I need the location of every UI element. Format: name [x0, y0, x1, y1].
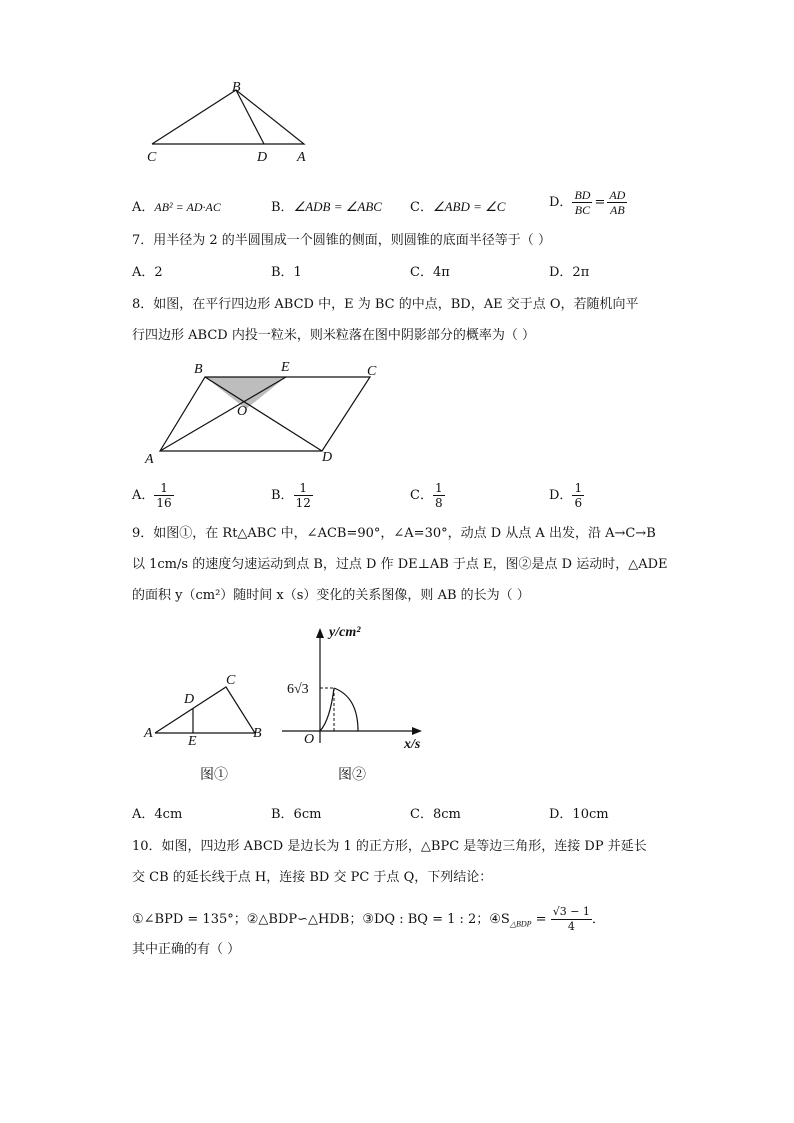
q10-conclusion-4-num: √3 − 1	[552, 905, 590, 918]
q6-option-d-num2: AD	[609, 188, 626, 202]
q10-stem-line1: 10．如图，四边形 ABCD 是边长为 1 的正方形，△BPC 是等边三角形，连接 DP 并延长	[132, 839, 647, 854]
q8-option-b-num: 1	[294, 481, 313, 496]
q8-label-a: A	[145, 452, 154, 467]
q8-option-d[interactable]	[549, 481, 584, 510]
q8-parallelogram-figure	[150, 362, 380, 465]
q6-option-a[interactable]	[132, 198, 221, 217]
q8-option-d-frac	[572, 481, 584, 510]
q10-conclusion-4	[489, 905, 605, 933]
q8-option-a-num: 1	[154, 481, 173, 496]
q6-label-a: A	[297, 150, 306, 165]
q9-option-a[interactable]: A．4cm	[132, 807, 183, 822]
q9-fig2-y-value: 6√3	[287, 682, 309, 697]
q8-label-d: D	[322, 450, 333, 465]
q8-option-c-letter: C．	[410, 488, 433, 503]
q10-conclusion-4-frac	[551, 905, 592, 934]
q10-conclusion-4-eq: =	[531, 912, 551, 927]
q10-stem-line2: 交 CB 的延长线于点 H，连接 BD 交 PC 于点 Q，下列结论：	[132, 870, 493, 885]
q9-fig2-caption: 图②	[338, 767, 366, 783]
q10-conclusion-3: ③DQ : BQ = 1 : 2；	[362, 912, 490, 927]
q6-option-d-eq: =	[594, 195, 606, 210]
q6-label-c: C	[147, 150, 157, 165]
q8-option-a[interactable]	[132, 481, 174, 510]
q10-conclusion-4-den: 4	[567, 920, 575, 933]
q8-option-c-num: 1	[434, 481, 443, 495]
q9-stem-line2: 以 1cm/s 的速度匀速运动到点 B，过点 D 作 DE⊥AB 于点 E，图②是点 D 运动时，△ADE	[132, 557, 668, 572]
q8-label-c: C	[367, 364, 377, 379]
q6-option-d-frac1	[572, 188, 592, 217]
q9-fig1-caption: 图①	[200, 767, 228, 783]
q8-option-c-frac	[433, 481, 445, 510]
q8-option-b-frac	[294, 481, 313, 510]
q7-stem: 7．用半径为 2 的半圆围成一个圆锥的侧面，则圆锥的底面半径等于（ ）	[132, 233, 551, 248]
q8-option-d-num: 1	[574, 481, 583, 495]
q7-option-b[interactable]: B．1	[271, 265, 302, 280]
q6-label-d: D	[257, 150, 268, 165]
q9-fig2-y-label: y/cm²	[329, 625, 361, 640]
q10-conclusions	[132, 905, 605, 934]
q9-stem-line1: 9．如图①，在 Rt△ABC 中，∠ACB=90°，∠A=30°，动点 D 从点 A 出发，沿 A→C→B	[132, 526, 656, 541]
q9-figure-1-triangle	[150, 680, 265, 740]
q9-fig1-label-a: A	[144, 726, 153, 741]
q10-conclusion-4-prefix: ④S	[489, 912, 510, 927]
q6-triangle-figure	[140, 75, 320, 170]
q10-conclusion-4-end: ．	[591, 912, 605, 927]
q6-option-d-den2: AB	[610, 203, 625, 217]
q8-label-b: B	[194, 362, 203, 377]
q9-fig2-x-arrow	[412, 727, 422, 735]
q8-option-d-letter: D．	[549, 488, 573, 503]
q8-option-b-den: 12	[295, 496, 311, 510]
q8-option-c-den: 8	[434, 496, 443, 510]
q9-option-c[interactable]: C．8cm	[410, 807, 461, 822]
q6-option-c[interactable]	[410, 198, 505, 217]
q8-option-a-den: 16	[156, 496, 172, 510]
q8-option-a-letter: A．	[132, 488, 155, 503]
q8-label-e: E	[281, 360, 290, 375]
q9-option-d[interactable]: D．10cm	[549, 807, 609, 822]
q9-fig2-x-label: x/s	[404, 737, 421, 752]
q8-option-a-frac	[154, 481, 173, 510]
q6-option-d[interactable]	[549, 188, 627, 217]
q9-fig1-label-c: C	[226, 673, 236, 688]
q6-option-b-text: ∠ADB = ∠ABC	[293, 199, 382, 214]
q6-option-b[interactable]	[271, 198, 382, 217]
q9-fig1-label-d: D	[184, 692, 195, 707]
q6-option-c-letter: C．	[410, 200, 433, 215]
q8-stem-line1: 8．如图，在平行四边形 ABCD 中，E 为 BC 的中点，BD，AE 交于点 O，若随机向平	[132, 297, 639, 312]
q8-option-b-letter: B．	[271, 488, 294, 503]
q6-option-d-letter: D．	[549, 195, 573, 210]
q7-option-c[interactable]: C．4π	[410, 265, 450, 280]
q6-option-c-text: ∠ABD = ∠C	[432, 199, 506, 214]
q8-option-c[interactable]	[410, 481, 445, 510]
q6-option-a-letter: A．	[132, 200, 155, 215]
q9-stem-line3: 的面积 y（cm²）随时间 x（s）变化的关系图像，则 AB 的长为（ ）	[132, 588, 530, 603]
q9-fig2-curve-fall	[334, 688, 358, 731]
q10-conclusion-1: ①∠BPD = 135°；	[132, 912, 247, 927]
q9-fig2-y-arrow	[316, 628, 324, 638]
q10-stem-line3: 其中正确的有（ ）	[132, 942, 241, 957]
q6-triangle-outline	[152, 90, 304, 144]
q9-fig1-triangle-outline	[155, 687, 255, 733]
q9-option-b[interactable]: B．6cm	[271, 807, 322, 822]
q9-fig2-origin: O	[304, 732, 315, 747]
q9-fig1-label-b: B	[253, 726, 262, 741]
q7-option-a[interactable]: A．2	[132, 265, 163, 280]
q10-conclusion-4-sub: △BDP	[509, 919, 532, 929]
q8-label-o: O	[237, 404, 248, 419]
q6-option-a-text: AB² = AD·AC	[154, 200, 221, 214]
q8-stem-line2: 行四边形 ABCD 内投一粒米，则米粒落在图中阴影部分的概率为（ ）	[132, 328, 535, 343]
q6-option-b-letter: B．	[271, 200, 294, 215]
q6-option-d-num1: BD	[574, 188, 591, 202]
q6-segment-bd	[236, 90, 264, 144]
q9-fig1-label-e: E	[188, 734, 197, 749]
q10-conclusion-2: ②△BDP∽△HDB；	[246, 912, 363, 927]
q6-option-d-frac2	[607, 188, 627, 217]
q6-option-d-den1: BC	[574, 203, 591, 217]
q6-label-b: B	[232, 80, 241, 95]
q9-fig2-curve-rise	[320, 688, 334, 731]
q7-option-d[interactable]: D．2π	[549, 265, 590, 280]
q8-option-d-den: 6	[574, 496, 583, 510]
q8-option-b[interactable]	[271, 481, 313, 510]
